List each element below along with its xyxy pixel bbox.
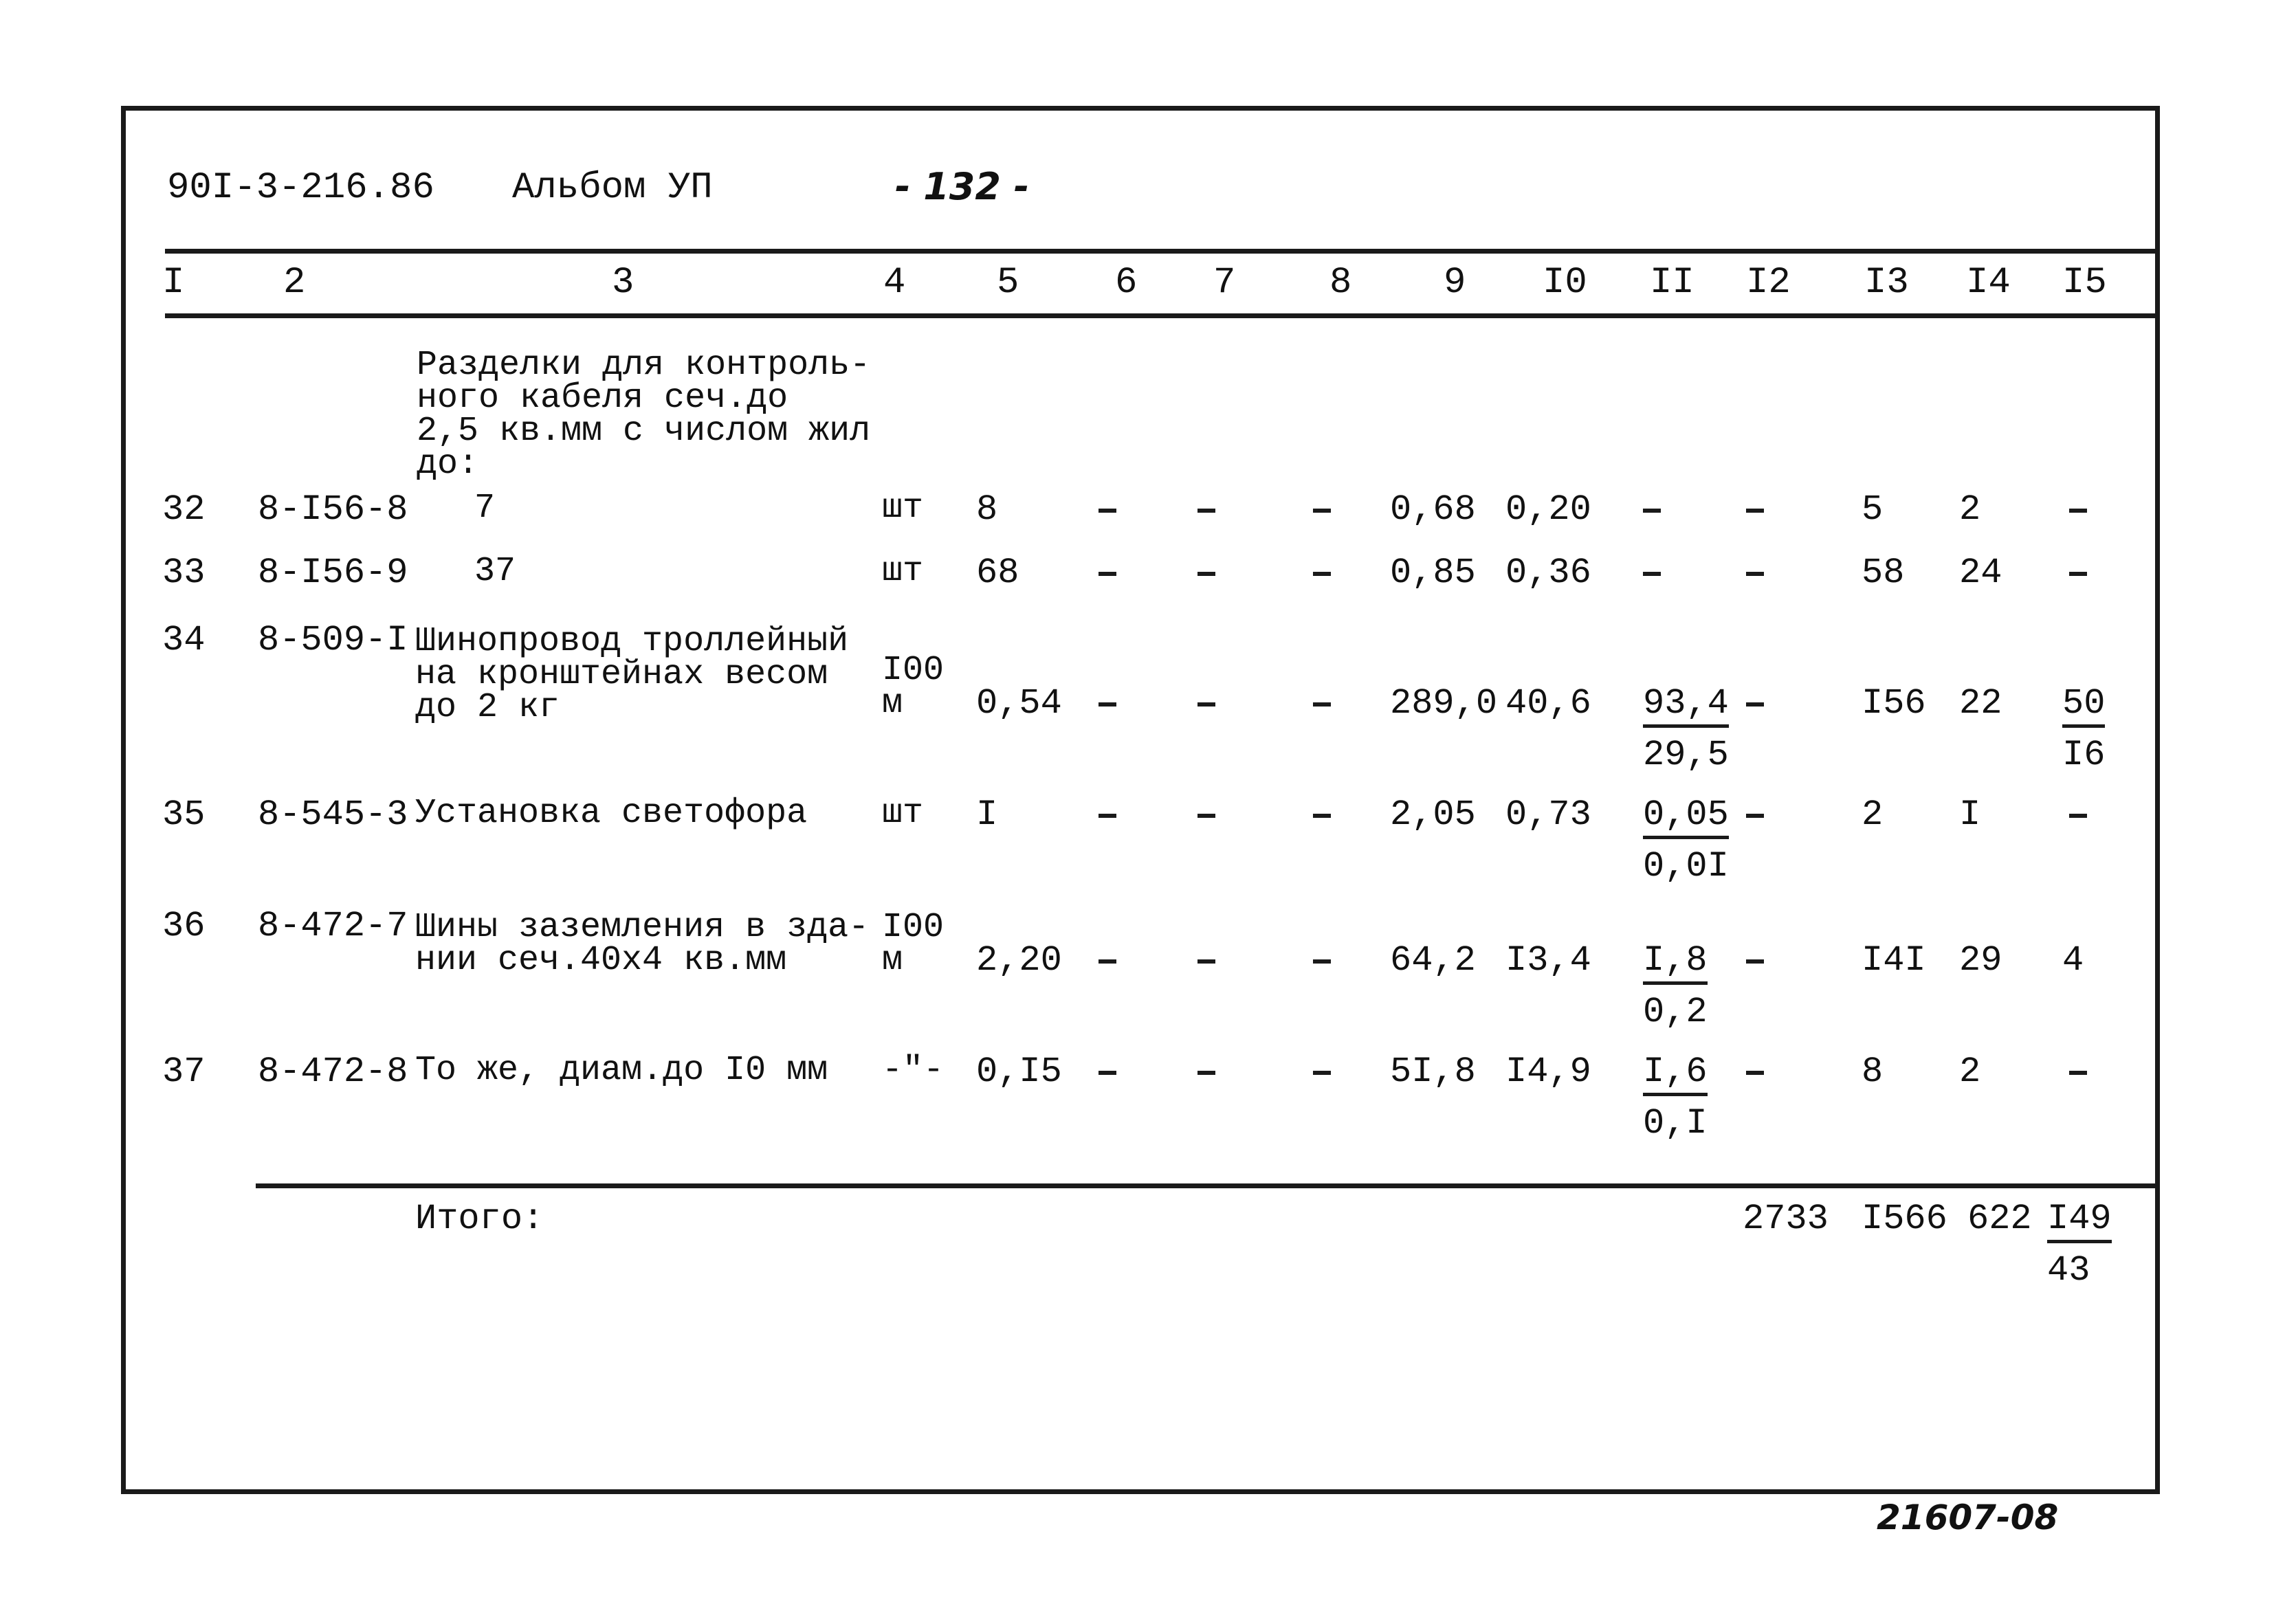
row-number: 33 <box>162 553 206 593</box>
col-13-value: 58 <box>1862 553 1905 593</box>
col-13-value: 5 <box>1862 489 1884 530</box>
col-15-fraction <box>2062 683 2106 775</box>
column-number-13: I3 <box>1864 262 1909 304</box>
unit: -"- <box>882 1051 945 1090</box>
col-11-fraction-top: I,8 <box>1643 943 1708 985</box>
unit: I00 м <box>882 908 945 980</box>
col-11-fraction-top: 0,05 <box>1643 797 1729 839</box>
col-10-value: 40,6 <box>1505 683 1591 724</box>
col-13-value: 2 <box>1862 794 1884 835</box>
total-label: Итого: <box>415 1199 544 1239</box>
section-intro-text: Разделки для контроль- ного кабеля сеч.до 2,5 кв.мм с числом жил до: <box>417 346 871 484</box>
col-14-value: 29 <box>1959 940 2002 981</box>
total-rule <box>256 1183 2159 1188</box>
col-11-fraction-bottom: 29,5 <box>1643 735 1729 775</box>
col-10-value: 0,73 <box>1505 794 1591 835</box>
col-8-dash <box>1313 509 1331 513</box>
column-number-9: 9 <box>1444 262 1466 304</box>
col-14-value: I <box>1959 794 1981 835</box>
col-7-dash <box>1197 509 1215 513</box>
col-9-value: 64,2 <box>1390 940 1476 981</box>
column-number-15: I5 <box>2062 262 2107 304</box>
archive-stamp: 21607-08 <box>1877 1498 2059 1537</box>
col-8-dash <box>1313 959 1331 964</box>
rate-code: 8-472-8 <box>258 1052 408 1092</box>
unit: шт <box>882 489 924 528</box>
col-15-dash <box>2069 572 2087 576</box>
col-8-dash <box>1313 702 1331 707</box>
col-15-dash <box>2069 1071 2087 1075</box>
row-number: 37 <box>162 1052 206 1092</box>
row-number: 34 <box>162 620 206 660</box>
row-number: 36 <box>162 906 206 946</box>
col-7-dash <box>1197 814 1215 818</box>
col-9-value: 0,85 <box>1390 553 1476 593</box>
row-number: 35 <box>162 794 206 835</box>
col-12-dash <box>1746 814 1764 818</box>
col-11-fraction-bottom: 0,I <box>1643 1103 1708 1144</box>
column-number-1: I <box>162 262 185 304</box>
col-12-dash <box>1746 702 1764 707</box>
col-13-value: I56 <box>1862 683 1926 724</box>
col-7-dash <box>1197 572 1215 576</box>
rate-code: 8-545-3 <box>258 794 408 835</box>
column-number-5: 5 <box>997 262 1019 304</box>
total-col13: I566 <box>1862 1199 1947 1239</box>
col-7-dash <box>1197 959 1215 964</box>
total-col15-bottom: 43 <box>2047 1250 2090 1291</box>
work-description: Установка светофора <box>415 794 808 833</box>
col-11-dash <box>1643 572 1661 576</box>
quantity: 0,I5 <box>976 1052 1062 1092</box>
col-10-value: 0,20 <box>1505 489 1591 530</box>
col-11-fraction-bottom: 0,0I <box>1643 846 1729 887</box>
col-11-fraction <box>1643 683 1729 775</box>
header-rule-top <box>165 249 2159 254</box>
col-9-value: 289,0 <box>1390 683 1498 724</box>
col-11-fraction <box>1643 1054 1708 1142</box>
col-9-value: 5I,8 <box>1390 1052 1476 1092</box>
total-col14: 622 <box>1967 1199 2032 1239</box>
column-number-6: 6 <box>1115 262 1138 304</box>
column-number-7: 7 <box>1213 262 1236 304</box>
col-15-value: 4 <box>2062 940 2084 981</box>
col-14-value: 2 <box>1959 1052 1981 1092</box>
col-9-value: 0,68 <box>1390 489 1476 530</box>
col-6-dash <box>1099 1071 1116 1075</box>
unit: шт <box>882 794 924 833</box>
col-6-dash <box>1099 572 1116 576</box>
col-6-dash <box>1099 959 1116 964</box>
col-8-dash <box>1313 572 1331 576</box>
col-7-dash <box>1197 1071 1215 1075</box>
total-col12: 2733 <box>1743 1199 1829 1239</box>
quantity: 0,54 <box>976 683 1062 724</box>
column-number-3: 3 <box>612 262 634 304</box>
work-description: Шинопровод троллейный на кронштейнах весом до 2 кг <box>415 622 849 727</box>
total-col15 <box>2047 1201 2112 1289</box>
column-number-12: I2 <box>1746 262 1791 304</box>
column-number-4: 4 <box>883 262 906 304</box>
col-11-fraction-bottom: 0,2 <box>1643 992 1708 1032</box>
col-11-dash <box>1643 509 1661 513</box>
document-code: 90I-3-216.86 <box>167 167 434 209</box>
col-10-value: 0,36 <box>1505 553 1591 593</box>
col-15-fraction-top: 50 <box>2062 686 2105 728</box>
col-15-fraction-bottom: I6 <box>2062 735 2106 775</box>
col-6-dash <box>1099 814 1116 818</box>
quantity: I <box>976 794 998 835</box>
col-9-value: 2,05 <box>1390 794 1476 835</box>
col-6-dash <box>1099 509 1116 513</box>
col-14-value: 22 <box>1959 683 2002 724</box>
col-13-value: I4I <box>1862 940 1926 981</box>
col-11-fraction <box>1643 940 1708 1032</box>
col-8-dash <box>1313 814 1331 818</box>
col-10-value: I3,4 <box>1505 940 1591 981</box>
column-number-10: I0 <box>1543 262 1587 304</box>
col-10-value: I4,9 <box>1505 1052 1591 1092</box>
col-11-fraction-top: 93,4 <box>1643 686 1729 728</box>
header-rule-bottom <box>165 313 2159 318</box>
rate-code: 8-I56-9 <box>258 553 408 593</box>
column-number-14: I4 <box>1966 262 2011 304</box>
col-15-dash <box>2069 814 2087 818</box>
quantity: 8 <box>976 489 998 530</box>
col-12-dash <box>1746 509 1764 513</box>
col-7-dash <box>1197 702 1215 707</box>
col-12-dash <box>1746 572 1764 576</box>
quantity: 2,20 <box>976 940 1062 981</box>
column-number-8: 8 <box>1329 262 1352 304</box>
row-number: 32 <box>162 489 206 530</box>
col-8-dash <box>1313 1071 1331 1075</box>
col-11-fraction-top: I,6 <box>1643 1054 1708 1096</box>
work-description: 7 <box>474 489 496 528</box>
unit: I00 м <box>882 651 945 723</box>
quantity: 68 <box>976 553 1019 593</box>
col-15-dash <box>2069 509 2087 513</box>
total-col15-top: I49 <box>2047 1201 2112 1243</box>
page-number: - 132 - <box>895 165 1030 208</box>
rate-code: 8-509-I <box>258 620 408 660</box>
album-label: Альбом УП <box>512 167 713 209</box>
rate-code: 8-472-7 <box>258 906 408 946</box>
column-number-2: 2 <box>283 262 306 304</box>
work-description: Шины заземления в зда- нии сеч.40х4 кв.мм <box>415 908 870 980</box>
rate-code: 8-I56-8 <box>258 489 408 530</box>
col-13-value: 8 <box>1862 1052 1884 1092</box>
unit: шт <box>882 552 924 591</box>
work-description: То же, диам.до I0 мм <box>415 1051 828 1090</box>
col-12-dash <box>1746 1071 1764 1075</box>
column-number-11: II <box>1650 262 1695 304</box>
col-6-dash <box>1099 702 1116 707</box>
work-description: 37 <box>474 552 516 591</box>
col-11-fraction <box>1643 794 1729 887</box>
col-12-dash <box>1746 959 1764 964</box>
col-14-value: 24 <box>1959 553 2002 593</box>
col-14-value: 2 <box>1959 489 1981 530</box>
